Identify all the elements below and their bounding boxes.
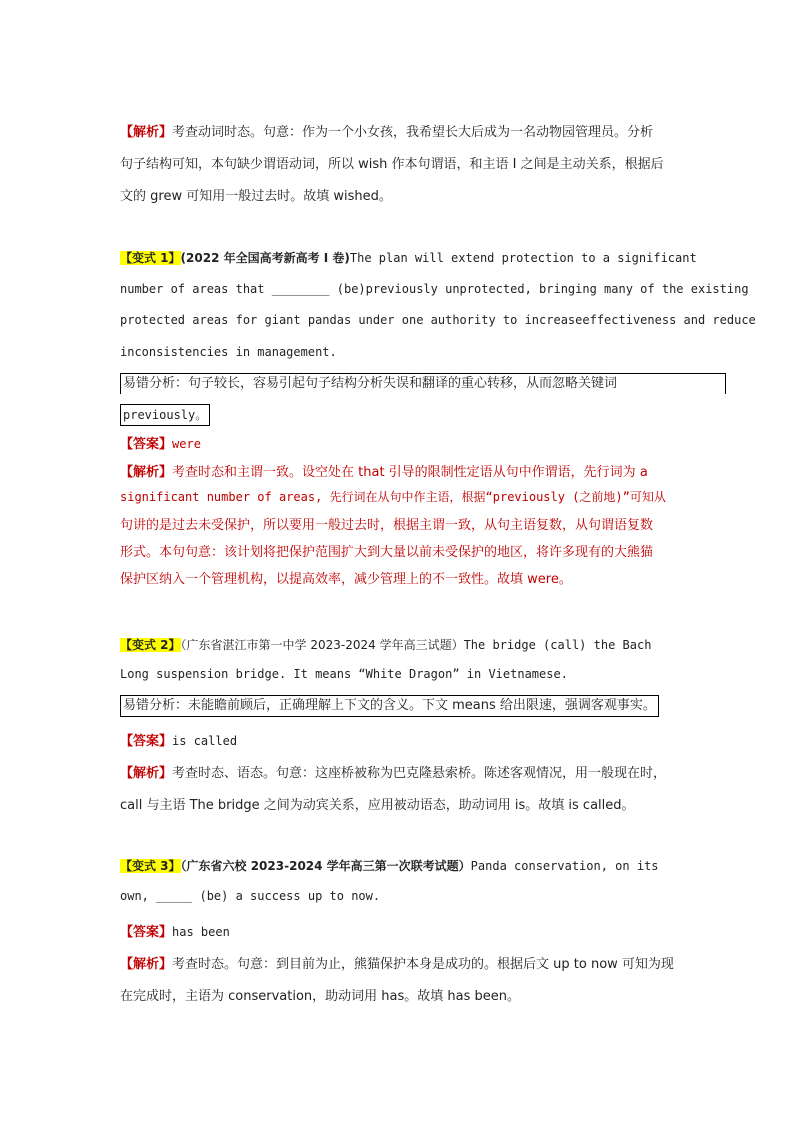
variant-1-source: (2022 年全国高考新高考 I 卷) — [180, 251, 350, 265]
variant-1-analysis-3: 句讲的是过去未受保护，所以要用一般过去时，根据主谓一致，从句主语复数，从句谓语复数 — [120, 518, 654, 533]
variant-1-analysis-2: significant number of areas, 先行词在从句中作主语，根据“previously (之前地)”可知从 — [120, 490, 666, 504]
variant-3-tag: 【变式 3】 — [120, 859, 181, 873]
variant-1-analysis-4: 形式。本句句意：该计划将把保护范围扩大到大量以前未受保护的地区，将许多现有的大熊猫 — [120, 545, 654, 560]
variant-3-answer: 【答案】has been — [120, 925, 230, 940]
variant-1-line-1: 【变式 1】(2022 年全国高考新高考 I 卷)The plan will extend protection to a significant — [120, 251, 697, 265]
variant-1-analysis-5: 保护区纳入一个管理机构，以提高效率，减少管理上的不一致性。故填 were。 — [120, 572, 572, 587]
variant-2-analysis-1: 【解析】考查时态、语态。句意：这座桥被称为巴克隆悬索桥。陈述客观情况，用一般现在时， — [120, 766, 667, 781]
variant-1-analysis-1: 【解析】考查时态和主谓一致。设空处在 that 引导的限制性定语从句中作谓语，先行词为 a — [120, 465, 648, 480]
variant-1-line-2: number of areas that ________ (be)previously unprotected, bringing many of the existing — [120, 282, 749, 296]
variant-2-analysis-2: call 与主语 The bridge 之间为动宾关系，应用被动语态，助动词用 is。故填 is called。 — [120, 798, 635, 813]
variant-2-answer: 【答案】is called — [120, 734, 238, 749]
variant-2-line-1: 【变式 2】（广东省湛江市第一中学 2023-2024 学年高三试题）The bridge (call) the Bach — [120, 638, 652, 652]
variant-1-line-3: protected areas for giant pandas under one authority to increaseeffectiveness and reduce — [120, 313, 756, 327]
variant-3-analysis-1: 【解析】考查时态。句意：到目前为止，熊猫保护本身是成功的。根据后文 up to now 可知为现 — [120, 957, 674, 972]
variant-2-source: （广东省湛江市第一中学 2023-2024 学年高三试题） — [180, 638, 464, 652]
variant-1-line-4: inconsistencies in management. — [120, 345, 337, 359]
variant-1-tag: 【变式 1】 — [120, 251, 181, 265]
variant-3-analysis-2: 在完成时，主语为 conservation，助动词用 has。故填 has been。 — [120, 989, 520, 1004]
intro-line-1: 【解析】考查动词时态。句意：作为一个小女孩，我希望长大后成为一名动物园管理员。分析 — [120, 125, 654, 140]
analysis-label: 【解析】 — [120, 125, 173, 140]
intro-line-2: 句子结构可知，本句缺少谓语动词，所以 wish 作本句谓语，和主语 I 之间是主动关系，根据后 — [120, 157, 664, 172]
intro-line-3: 文的 grew 可知用一般过去时。故填 wished。 — [120, 189, 392, 204]
variant-1-error-box-bottom: previously。 — [120, 404, 210, 426]
variant-3-source: （广东省六校 2023-2024 学年高三第一次联考试题） — [180, 859, 471, 873]
variant-2-line-2: Long suspension bridge. It means “White Dragon” in Vietnamese. — [120, 667, 568, 681]
variant-1-answer: 【答案】were — [120, 437, 201, 452]
variant-2-tag: 【变式 2】 — [120, 638, 181, 652]
variant-3-line-1: 【变式 3】（广东省六校 2023-2024 学年高三第一次联考试题）Panda conservation, on its — [120, 859, 659, 873]
variant-2-error-box: 易错分析：未能瞻前顾后，正确理解上下文的含义。下文 means 给出限速，强调客观事实。 — [120, 695, 659, 717]
variant-1-error-box-top: 易错分析：句子较长，容易引起句子结构分析失误和翻译的重心转移，从而忽略关键词 — [120, 373, 726, 394]
variant-3-line-2: own, _____ (be) a success up to now. — [120, 889, 381, 903]
